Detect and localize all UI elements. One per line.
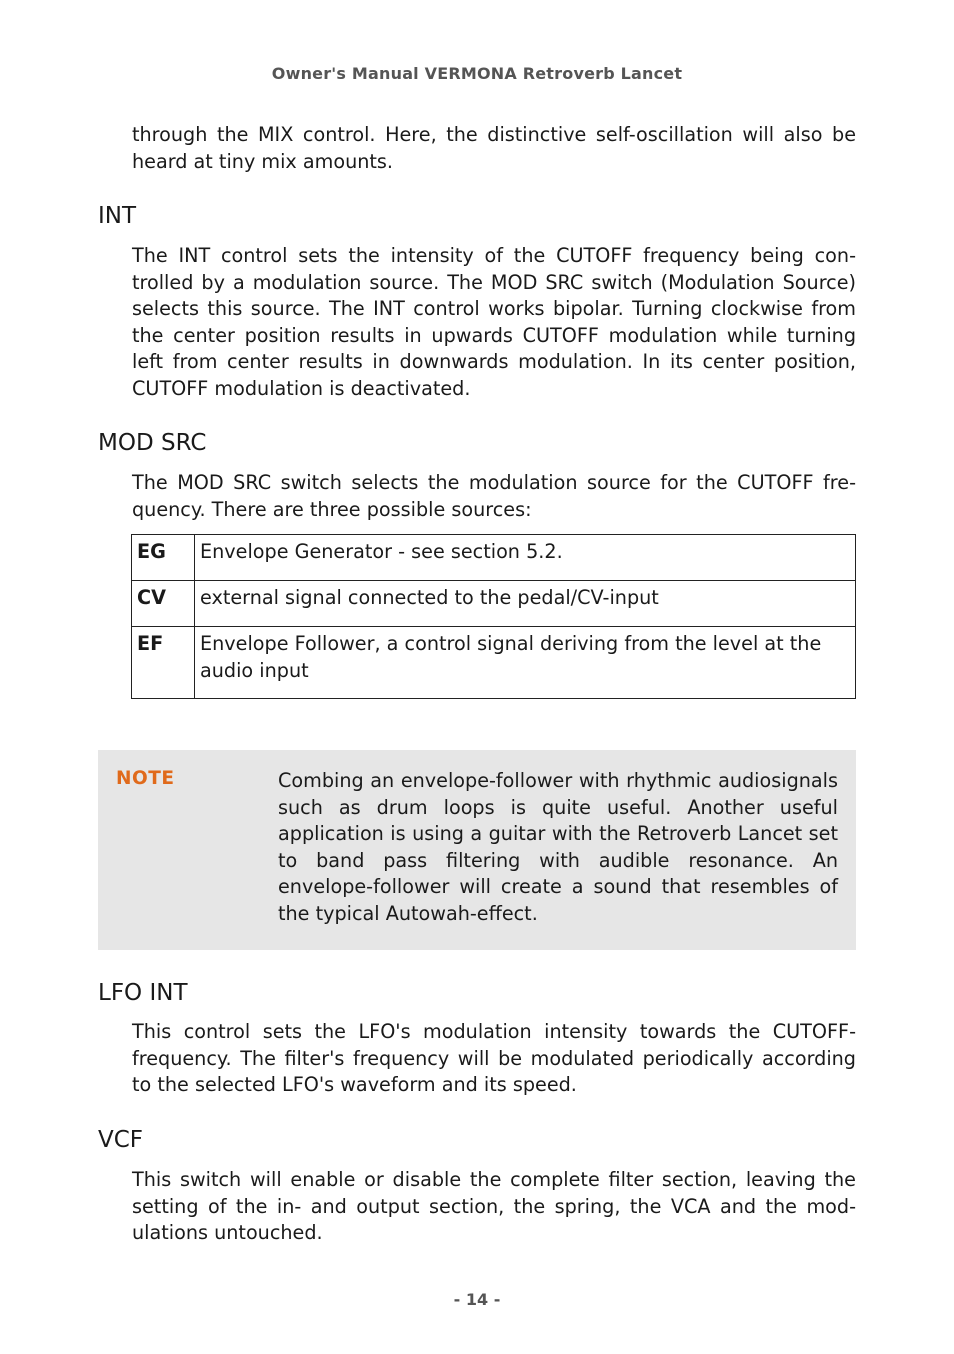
heading-int: INT bbox=[98, 203, 137, 229]
note-text: Combing an envelope-follower with rhythmic audiosignals such as drum loops is quite useful. Another useful application is using a guitar with the Retroverb Lancet set to band pass filtering with audible resonance. An envelope-follower will create a sound that resembles of the typical Autowah-effect. bbox=[278, 769, 838, 925]
table-row bbox=[132, 535, 856, 581]
lfo-int-paragraph: This control sets the LFO's modulation intensity towards the CUTOFF-frequency. The filter's frequency will be modulated periodically according to the selected LFO's waveform and its speed. bbox=[132, 1020, 856, 1096]
heading-mod-src: MOD SRC bbox=[98, 430, 207, 456]
page-header: Owner's Manual VERMONA Retroverb Lancet bbox=[271, 64, 683, 83]
table-row bbox=[132, 627, 856, 699]
intro-paragraph: through the MIX control. Here, the distinctive self-oscillation will also be heard at tiny mix amounts. bbox=[132, 123, 856, 173]
table-cell-desc: Envelope Generator - see section 5.2. bbox=[195, 535, 856, 581]
table-cell-desc: Envelope Follower, a control signal deriving from the level at the audio input bbox=[195, 627, 856, 699]
vcf-paragraph: This switch will enable or disable the complete filter section, leaving the setting of the in- and output section, the spring, the VCA and the modulations untouched. bbox=[132, 1168, 856, 1244]
table-cell-key: EF bbox=[132, 627, 195, 699]
note-box bbox=[98, 750, 856, 950]
table-row bbox=[132, 581, 856, 627]
page-number: - 14 - bbox=[453, 1290, 501, 1309]
table-cell-key: CV bbox=[132, 581, 195, 627]
note-label: NOTE bbox=[116, 768, 175, 789]
heading-vcf: VCF bbox=[98, 1127, 144, 1153]
table-cell-desc: external signal connected to the pedal/CV-input bbox=[195, 581, 856, 627]
mod-src-paragraph: The MOD SRC switch selects the modulation source for the CUTOFF frequency. There are three possible sources: bbox=[132, 471, 856, 521]
heading-lfo-int: LFO INT bbox=[98, 980, 188, 1006]
mod-src-table bbox=[131, 534, 856, 699]
int-paragraph: The INT control sets the intensity of the CUTOFF frequency being controlled by a modulation source. The MOD SRC switch (Modulation Source) selects this source. The INT control works bipolar. Turning clockwise from the center position results in upwards CUTOFF modulation while turning left from center results in downwards modulation. In its center position, CUTOFF modulation is deactivated. bbox=[132, 244, 856, 400]
table-cell-key: EG bbox=[132, 535, 195, 581]
